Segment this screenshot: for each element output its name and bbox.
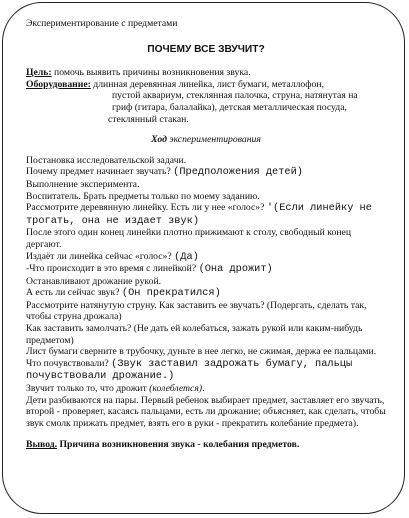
- step-italic: (колеблется): [149, 383, 203, 395]
- step-answer: (Он прекратился): [121, 287, 221, 300]
- subtitle-rest: экспериментирования: [166, 134, 261, 146]
- step-line: [26, 346, 386, 383]
- step-line: Как заставить замолчать? (Не дать ей колебаться, зажать рукой или каким-нибудь предметом): [26, 323, 363, 346]
- step-text: Издаёт ли линейка сейчас «голос»?: [26, 250, 175, 262]
- doc-header: Экспериментирование с предметами: [26, 18, 178, 29]
- step-line: Воспитатель. Брать предметы только по моему заданию.: [26, 190, 260, 202]
- step-line: [26, 166, 386, 179]
- equipment-line: [26, 79, 386, 91]
- step-line: [26, 287, 386, 300]
- conclusion-line: [26, 439, 386, 451]
- conclusion-label: Вывод.: [26, 439, 58, 451]
- equipment-text-1: длинная деревянная линейка, лист бумаги, металлофон,: [90, 78, 325, 90]
- step-line: [26, 202, 386, 227]
- step-text: А есть ли сейчас звук?: [26, 287, 122, 299]
- equipment-label: Оборудование:: [26, 78, 91, 90]
- step-line: [26, 383, 386, 395]
- step-line: Останавливают дрожание рукой.: [26, 275, 162, 287]
- step-line: Выполнение эксперимента.: [26, 178, 140, 190]
- step-line: [26, 263, 386, 276]
- step-answer: (Предположения детей): [173, 166, 303, 179]
- step-answer: '(Если линейку не трогать, она не издает звук): [26, 202, 372, 227]
- step-text: Звучит только то, что дрожит: [26, 383, 150, 395]
- step-text: -Что происходит в это время с линейкой?: [26, 263, 199, 275]
- step-answer: (Она дрожит): [198, 263, 273, 276]
- equipment-text-4: стеклянный стакан.: [108, 113, 189, 125]
- goal-line: [26, 67, 386, 79]
- step-line: [26, 251, 386, 264]
- goal-text: помочь выявить причины возникновения звука.: [51, 67, 251, 79]
- equipment-text-2: пустой аквариум, стеклянная палочка, струна, натянутая на: [112, 90, 358, 102]
- step-text: Рассмотрите деревянную линейку. Есть ли у нее «голос»?: [26, 202, 267, 214]
- doc-title: ПОЧЕМУ ВСЕ ЗВУЧИТ?: [147, 43, 265, 55]
- goal-label: Цель:: [26, 67, 52, 79]
- step-line: После этого один конец линейки плотно прижимают к столу, свободный конец дергают.: [26, 227, 352, 250]
- document-body: [26, 18, 386, 451]
- step-text: Почему предмет начинает звучать?: [26, 166, 174, 178]
- step-text: .: [202, 383, 205, 395]
- step-line: Рассмотрите натянутую струну. Как заставить ее звучать? (Подергать, сделать так, чтобы струна дрожала): [26, 299, 367, 323]
- step-line: Постановка исследовательской задачи.: [26, 154, 187, 166]
- step-answer: (Да): [174, 250, 199, 263]
- conclusion-text: Причина возникновения звука - колебания предметов.: [57, 439, 300, 451]
- step-answer: (Звук заставил задрожать бумагу, пальцы почувствовали дрожание.): [26, 357, 353, 383]
- section-subtitle: [26, 134, 386, 146]
- step-line: Дети разбиваются на пары. Первый ребенок выбирает предмет, заставляет его звучать, второй - проверяет, касаясь пальцами, есть ли дрожание; объясняет, как сделать, чтобы звук смолк прижать предмет, взять его в руки - прекратить колебание предмета).: [26, 394, 386, 429]
- equipment-text-3: гриф (гитара, балалайка), детская металлическая посуда,: [112, 101, 347, 113]
- step-text: Лист бумаги сверните в трубочку, дуньте в нее легко, не сжимая, держа ее пальцами. Что почувствовали?: [26, 346, 377, 369]
- subtitle-bold: Ход: [151, 134, 167, 146]
